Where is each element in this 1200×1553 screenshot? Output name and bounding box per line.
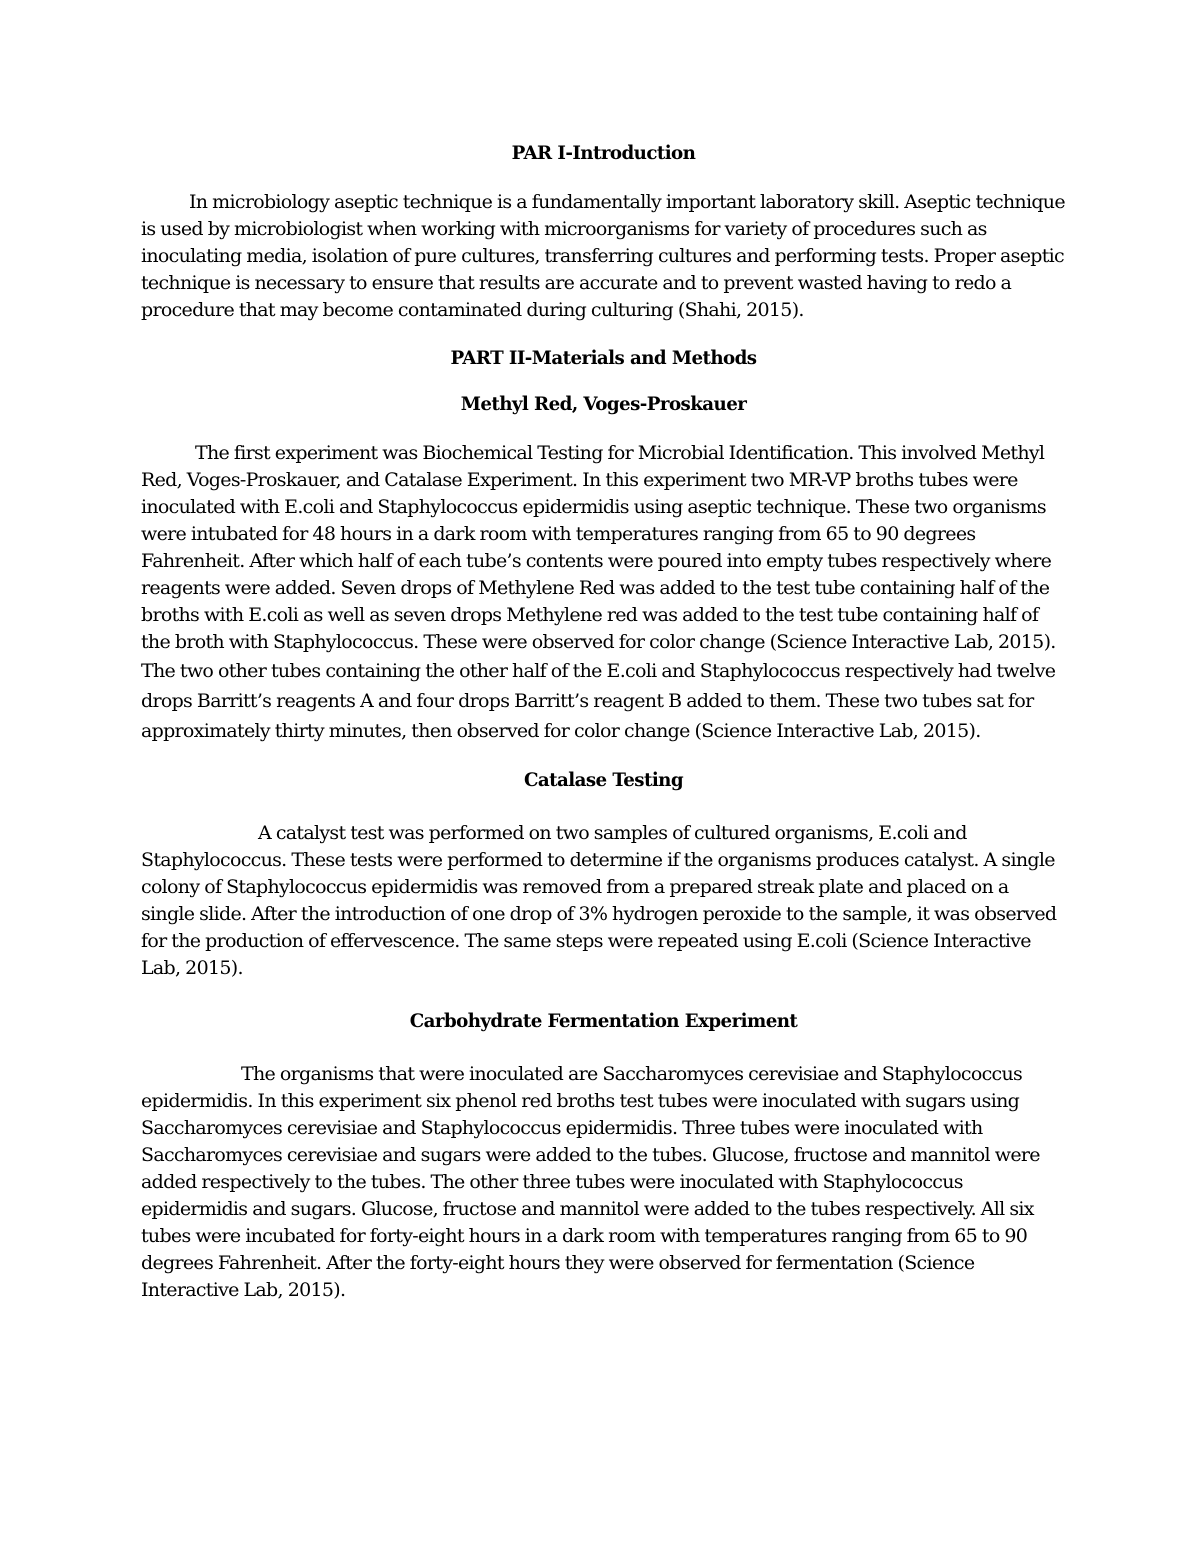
section-heading-carbohydrate: Carbohydrate Fermentation Experiment [409, 1010, 798, 1032]
section-heading-introduction: PAR I-Introduction [511, 142, 696, 164]
section-heading-materials-methods: PART II-Materials and Methods [450, 347, 757, 369]
paragraph-carbohydrate: The organisms that were inoculated are Saccharomyces cerevisiae and Staphylococcus epidermidis. In this experiment six phenol red broths test tubes were inoculated with sugars using Saccharomyces cerevisiae and Staphylococcus epidermidis. Three tubes were inoculated with Saccharomyces cerevisiae and sugars were added to the tubes. Glucose, fructose and mannitol were added respectively to the tubes. The other three tubes were inoculated with Staphylococcus epidermidis and sugars. Glucose, fructose and mannitol were added to the tubes respectively. All six tubes were incubated for forty-eight hours in a dark room with temperatures ranging from 65 to 90 degrees Fahrenheit. After the forty-eight hours they were observed for fermentation (Science Interactive Lab, 2015). [141, 1063, 1040, 1301]
subsection-heading-methyl-red: Methyl Red, Voges-Proskauer [460, 393, 747, 415]
paragraph-catalase: A catalyst test was performed on two samples of cultured organisms, E.coli and Staphylococcus. These tests were performed to determine if the organisms produces catalyst. A single colony of Staphylococcus epidermidis was removed from a prepared streak plate and placed on a single slide. After the introduction of one drop of 3% hydrogen peroxide to the sample, it was observed for the production of effervescence. The same steps were repeated using E.coli (Science Interactive Lab, 2015). [141, 822, 1057, 979]
paragraph-methyl-red: The first experiment was Biochemical Testing for Microbial Identification. This involved Methyl Red, Voges-Proskauer, and Catalase Experiment. In this experiment two MR-VP broths tubes were inoculated with E.coli and Staphylococcus epidermidis using aseptic technique. These two organisms were intubated for 48 hours in a dark room with temperatures ranging from 65 to 90 degrees Fahrenheit. After which half of each tube’s contents were poured into empty tubes respectively where reagents were added. Seven drops of Methylene Red was added to the test tube containing half of the broths with E.coli as well as seven drops Methylene red was added to the test tube containing half of the broth with Staphylococcus. These were observed for color change (Science Interactive Lab, 2015). [141, 442, 1056, 653]
paragraph-barritt-reagents: The two other tubes containing the other half of the E.coli and Staphylococcus respectively had twelve drops Barritt’s reagents A and four drops Barritt’s reagent B added to them. These two tubes sat for approximately thirty minutes, then observed for color change (Science Interactive Lab, 2015). [141, 660, 1056, 742]
paragraph-introduction: In microbiology aseptic technique is a fundamentally important laboratory skill. Aseptic technique is used by microbiologist when working with microorganisms for variety of procedures such as inoculating media, isolation of pure cultures, transferring cultures and performing tests. Proper aseptic technique is necessary to ensure that results are accurate and to prevent wasted having to redo a procedure that may become contaminated during culturing (Shahi, 2015). [141, 191, 1065, 321]
document-page [141, 140, 1066, 1304]
section-heading-catalase: Catalase Testing [523, 769, 684, 791]
